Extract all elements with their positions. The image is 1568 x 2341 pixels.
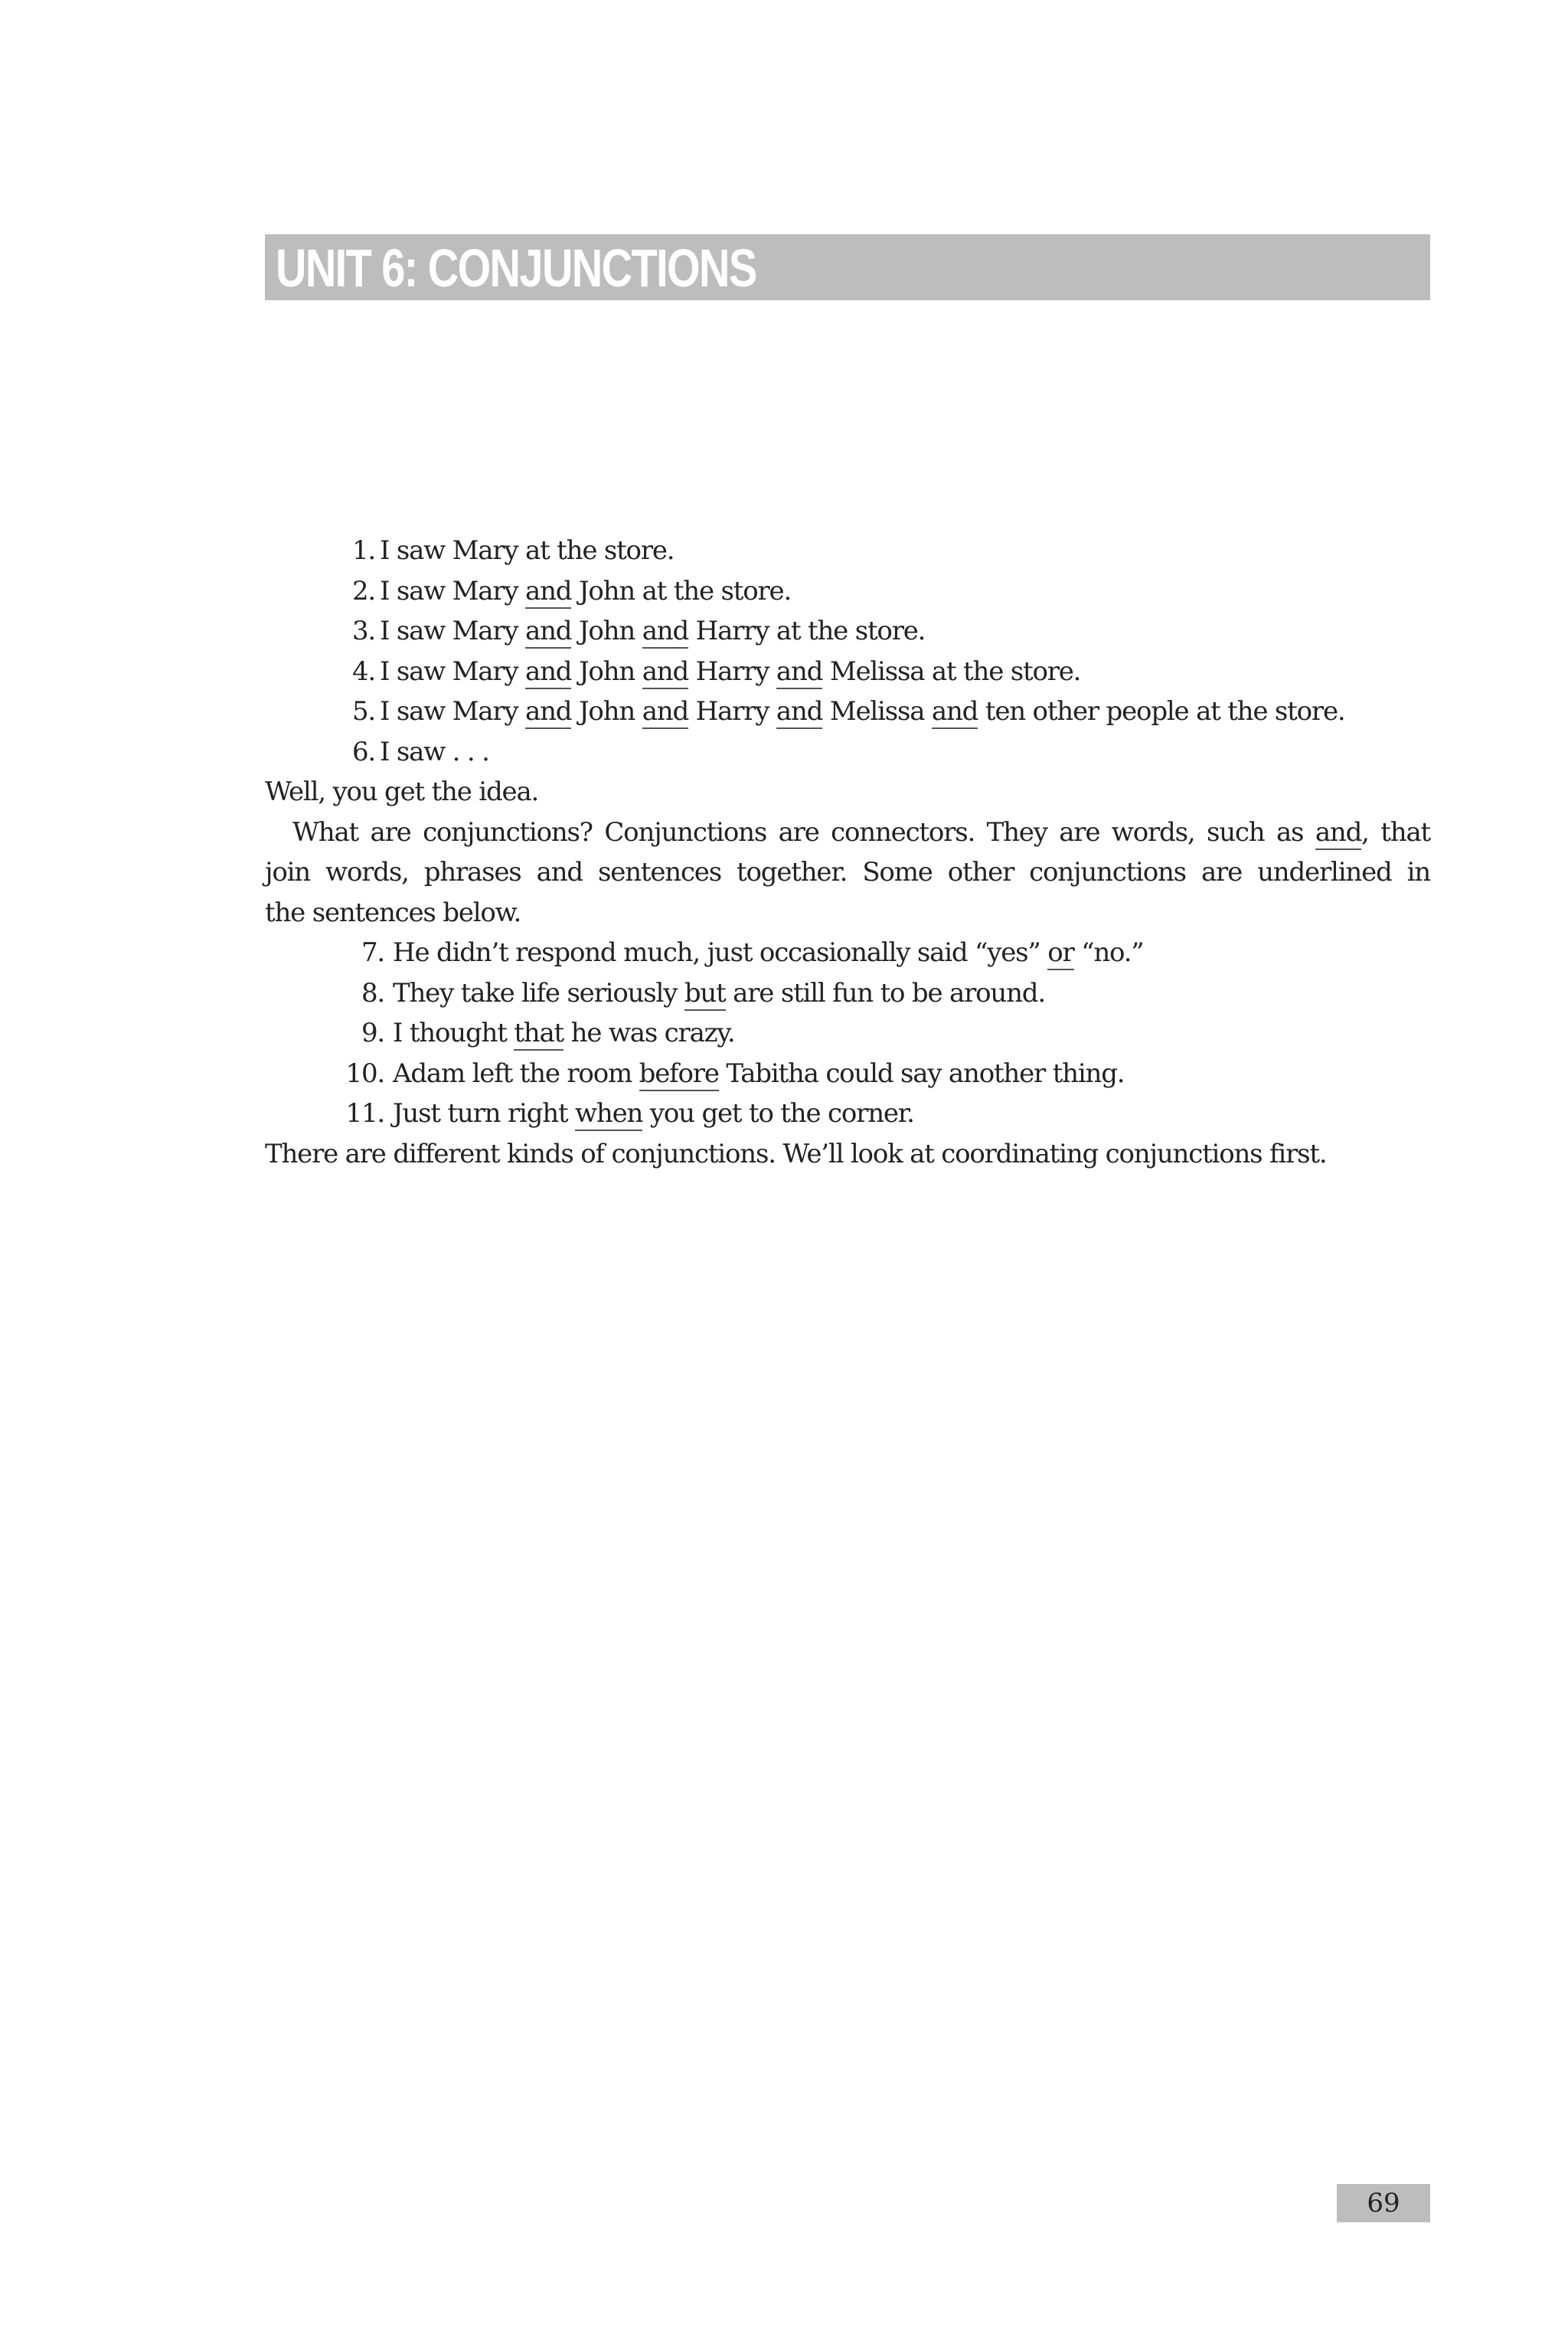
idea-sentence: Well, you get the idea. — [265, 777, 539, 807]
sentence-text: John — [571, 696, 642, 727]
list-item — [265, 571, 1430, 612]
paragraph-text: What are conjunctions? Conjunctions are connectors. They are words, such as — [292, 816, 1315, 848]
example-list-2 — [265, 933, 1430, 1134]
example-list-1 — [265, 531, 1430, 772]
underlined-conjunction: and — [525, 576, 571, 609]
list-item-number: 9. — [361, 1018, 384, 1048]
underlined-conjunction: but — [684, 978, 726, 1011]
sentence-text: Melissa — [822, 696, 932, 727]
underlined-conjunction: and — [642, 656, 688, 689]
sentence-text: I saw Mary — [380, 575, 526, 607]
list-item — [265, 1013, 1430, 1054]
underlined-conjunction: and — [932, 696, 978, 729]
list-item-number: 11. — [345, 1098, 384, 1129]
underlined-conjunction: and — [776, 656, 822, 689]
sentence-text: I thought — [393, 1018, 514, 1048]
underlined-conjunction: or — [1047, 937, 1073, 970]
sentence-text: Harry — [688, 696, 776, 727]
underlined-conjunction: before — [639, 1058, 719, 1091]
list-item — [265, 531, 1430, 571]
sentence-text: Just turn right — [393, 1098, 576, 1129]
closing-sentence: There are different kinds of conjunctions. We’ll look at coordinating conjunctions first. — [265, 1138, 1327, 1169]
list-item — [265, 933, 1430, 973]
list-item — [265, 692, 1430, 732]
paragraph-text: , that — [1361, 816, 1430, 848]
sentence-text: John — [571, 656, 642, 687]
list-item — [265, 611, 1430, 652]
sentence-text: ten other people at the store. — [978, 696, 1345, 727]
sentence-text: I saw Mary — [380, 696, 526, 727]
list-item-number: 5. — [351, 696, 375, 727]
sentence-text: They take life seriously — [393, 977, 684, 1009]
underlined-conjunction: when — [575, 1098, 642, 1131]
list-item — [265, 652, 1430, 692]
page-number: 69 — [1367, 2188, 1400, 2218]
sentence-text: I saw . . . — [380, 736, 489, 767]
sentence-text: I saw Mary — [380, 656, 526, 687]
sentence-text: He didn’t respond much, just occasionally said “yes” — [393, 937, 1048, 968]
underlined-conjunction: and — [776, 696, 822, 729]
sentence-text: he was crazy. — [564, 1018, 735, 1048]
sentence-text: you get to the corner. — [642, 1098, 914, 1129]
list-item — [265, 1054, 1430, 1094]
unit-title-bar — [265, 234, 1430, 300]
list-item-number: 10. — [345, 1058, 384, 1089]
list-item — [265, 732, 1430, 773]
underlined-conjunction: and — [525, 656, 571, 689]
sentence-text: I saw Mary — [380, 616, 526, 646]
sentence-text: I saw Mary at the store. — [380, 535, 675, 566]
sentence-text: are still fun to be around. — [725, 977, 1045, 1009]
list-item-number: 1. — [351, 535, 375, 566]
sentence-text: Harry at the store. — [688, 616, 926, 646]
sentence-text: John — [571, 616, 642, 646]
sentence-text: John at the store. — [571, 575, 792, 607]
underlined-conjunction: that — [514, 1018, 564, 1051]
page-number-box — [1337, 2184, 1430, 2222]
sentence-text: Melissa at the store. — [822, 656, 1081, 687]
underlined-conjunction: and — [642, 616, 688, 649]
list-item-number: 8. — [361, 977, 384, 1009]
paragraph-line — [265, 812, 1430, 853]
list-item-number: 3. — [351, 616, 375, 646]
list-item-number: 2. — [351, 575, 375, 607]
unit-title: UNIT 6: CONJUNCTIONS — [276, 238, 756, 298]
list-item — [265, 1094, 1430, 1134]
paragraph-line: the sentences below. — [265, 897, 521, 928]
underlined-conjunction: and — [642, 696, 688, 729]
underlined-conjunction: and — [525, 616, 571, 649]
underlined-conjunction: and — [525, 696, 571, 729]
page-content — [265, 531, 1430, 1174]
list-item-number: 4. — [351, 656, 375, 687]
sentence-text: Harry — [688, 656, 776, 687]
sentence-text: Tabitha could say another thing. — [718, 1058, 1125, 1089]
paragraph-line: join words, phrases and sentences together. Some other conjunctions are underlined in — [265, 857, 1430, 888]
list-item-number: 7. — [361, 937, 384, 968]
sentence-text: “no.” — [1073, 937, 1144, 968]
list-item — [265, 973, 1430, 1014]
definition-paragraph — [265, 812, 1430, 933]
underlined-conjunction: and — [1315, 817, 1361, 850]
list-item-number: 6. — [351, 736, 375, 767]
sentence-text: Adam left the room — [393, 1058, 639, 1089]
